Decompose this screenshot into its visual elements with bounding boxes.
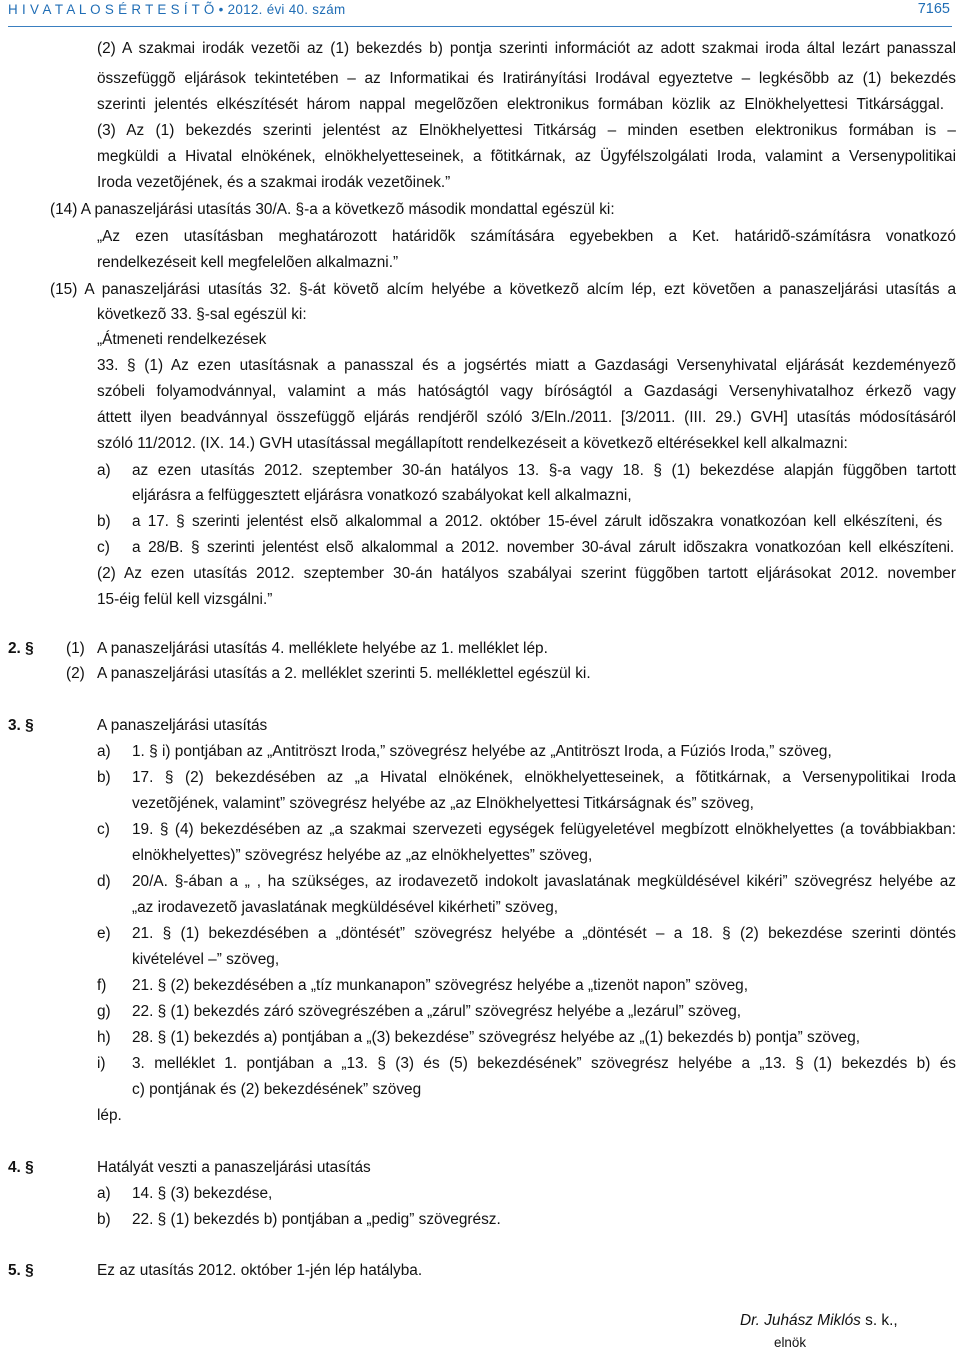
text-line: A panaszeljárási utasítás a 2. melléklet szerinti 5. melléklettel egészül ki. [97, 665, 591, 682]
text-line: 1. § i) pontjában az „Antitröszt Iroda,” szövegrész helyébe az „Antitröszt Iroda, a Fúziós Iroda,” szöveg, [132, 743, 832, 760]
list-marker: b) [97, 769, 111, 786]
list-marker: c) [97, 539, 110, 556]
text-line: „az irodavezetõ javaslatának megküldésével kikérheti” szöveg, [132, 899, 559, 916]
text-line: 15-éig felül kell vizsgálni.” [97, 591, 273, 608]
list-marker: f) [97, 977, 107, 994]
section-number: 3. § [8, 717, 34, 734]
text-line: következõ 33. §-sal egészül ki: [97, 306, 307, 323]
list-marker: b) [97, 513, 111, 530]
text-line: lép. [97, 1107, 122, 1124]
list-marker: h) [97, 1029, 111, 1046]
section-number: 2. § [8, 640, 34, 657]
section-number: 5. § [8, 1262, 34, 1279]
text-line: 20/A. §-ában a „ , ha szükséges, az irodavezetõ indokolt javaslatának megküldésével kikéri” szövegrész helyébe az [132, 873, 956, 890]
text-line: áttett ilyen beadvánnyal összefüggõ eljárás rendjérõl szóló 3/Eln./2011. [3/2011. (III. 29.) GVH] utasítás módosításáról [97, 409, 956, 426]
list-marker: a) [97, 1185, 111, 1202]
list-marker: b) [97, 1211, 111, 1228]
list-marker: i) [97, 1055, 106, 1072]
text-line: Ez az utasítás 2012. október 1-jén lép hatályba. [97, 1262, 423, 1279]
list-marker: g) [97, 1003, 111, 1020]
text-line: a 28/B. § szerinti jelentést elsõ alkalommal a 2012. november 30-ával zárult idõszakra vonatkozóan kell elkészíteni. [132, 539, 954, 556]
text-line: Hatályát veszti a panaszeljárási utasítás [97, 1159, 371, 1176]
text-line: kivételével –” szöveg, [132, 951, 280, 968]
text-line: az ezen utasítás 2012. szeptember 30-án hatályos 13. §-a vagy 18. § (1) bekezdése alapján függõben tartott [132, 462, 956, 479]
text-line: 19. § (4) bekezdésében az „a szakmai szervezeti egységek felügyeletével megbízott elnökhelyettes (a továbbiakban: [132, 821, 956, 838]
text-line: 22. § (1) bekezdés záró szövegrészében a „zárul” szövegrész helyébe a „lezárul” szöveg, [132, 1003, 742, 1020]
text-line: 14. § (3) bekezdése, [132, 1185, 273, 1202]
list-marker: c) [97, 821, 110, 838]
text-line: elnökhelyettes)” szövegrész helyébe az „az elnökhelyettes” szöveg, [132, 847, 593, 864]
text-line: 33. § (1) Az ezen utasításnak a panasszal és a jogsértés miatt a Gazdasági Versenyhivatal eljárását kezdeményezõ [97, 357, 956, 374]
paragraph-marker: (1) [66, 640, 85, 657]
text-line: 22. § (1) bekezdés b) pontjában a „pedig” szövegrész. [132, 1211, 501, 1228]
text-line: vezetõjének, valamint” szövegrész helyébe az „az Elnökhelyettesi Titkárságnak és” szöveg, [132, 795, 754, 812]
signatory-name: Dr. Juhász Miklós [740, 1312, 861, 1329]
text-line: szerinti jelentés elkészítését három nappal megelõzõen elektronikus formában közlik az Elnökhelyettesi Titkársággal. [97, 96, 944, 113]
publication-title: H I V A T A L O S É R T E S Í T Õ • 2012. évi 40. szám [8, 2, 346, 17]
text-line: A panaszeljárási utasítás 4. melléklete helyébe az 1. melléklet lép. [97, 640, 548, 657]
text-line: 17. § (2) bekezdésében az „a Hivatal elnökének, elnökhelyetteseinek, a fõtitkárnak, a Versenypolitikai Iroda [132, 769, 956, 786]
text-line: A panaszeljárási utasítás [97, 717, 268, 734]
signatory-title: elnök [774, 1335, 807, 1350]
text-line: 3. melléklet 1. pontjában a „13. § (3) és (5) bekezdésének” szövegrész helyébe a „13. § (1) bekezdés b) és [132, 1055, 956, 1072]
text-line: összefüggõ eljárások tekintetében – az Informatikai és Iratirányítási Irodával egyeztetve – legkésõbb az (1) bekezdés [97, 70, 956, 87]
list-marker: d) [97, 873, 111, 890]
text-line: Iroda vezetõjének, és a szakmai irodák vezetõinek.” [97, 174, 451, 191]
text-line: eljárásra a felfüggesztett eljárásra vonatkozó szabályokat kell alkalmazni, [132, 487, 632, 504]
text-line: 21. § (2) bekezdésében a „tíz munkanapon” szövegrész helyébe a „tizenöt napon” szöveg, [132, 977, 748, 994]
text-line: (3) Az (1) bekezdés szerinti jelentést az Elnökhelyettesi Titkárság – minden esetben elektronikus formában is – [97, 122, 956, 139]
text-line: c) pontjának és (2) bekezdésének” szöveg [132, 1081, 422, 1098]
text-line: (14) A panaszeljárási utasítás 30/A. §-a a következõ második mondattal egészül ki: [50, 201, 615, 218]
text-line: 21. § (1) bekezdésében a „döntését” szövegrész helyébe a „döntését – a 18. § (2) bekezdése szerinti döntés [132, 925, 956, 942]
subtitle-line: „Átmeneti rendelkezések [97, 331, 267, 348]
signature-block [740, 1312, 898, 1330]
text-line: (2) Az ezen utasítás 2012. szeptember 30-án hatályos szabályai szerint függõben tartott eljárásokat 2012. november [97, 565, 956, 582]
paragraph-marker: (2) [66, 665, 85, 682]
signature-suffix: s. k., [860, 1312, 898, 1329]
list-marker: a) [97, 743, 111, 760]
text-line: rendelkezéseit kell megfelelõen alkalmazni.” [97, 254, 399, 271]
text-line: (2) A szakmai irodák vezetõi az (1) bekezdés b) pontja szerinti információt az adott szakmai iroda által lezárt panasszal [97, 40, 956, 57]
text-line: a 17. § szerinti jelentést elsõ alkalommal a 2012. október 15-ével zárult idõszakra vonatkozóan kell elkészíteni, és [132, 513, 942, 530]
list-marker: e) [97, 925, 111, 942]
section-number: 4. § [8, 1159, 34, 1176]
list-marker: a) [97, 462, 111, 479]
text-line: szóbeli folyamodvánnyal, valamint a más hatóságtól vagy bíróságtól a Gazdasági Versenyhivatalhoz érkezõ vagy [97, 383, 956, 400]
text-line: szóló 11/2012. (IX. 14.) GVH utasítással megállapított rendelkezéseit a következõ eltérésekkel kell alkalmazni: [97, 435, 848, 452]
page-header [8, 0, 952, 27]
page-number: 7165 [917, 1, 950, 17]
text-line: megküldi a Hivatal elnökének, elnökhelyetteseinek, a fõtitkárnak, az Ügyfélszolgálati Iroda, valamint a Versenypolitikai [97, 148, 956, 165]
text-line: „Az ezen utasításban meghatározott határidõk számítására egyebekben a Ket. határidõ-számításra vonatkozó [97, 228, 956, 245]
text-line: (15) A panaszeljárási utasítás 32. §-át követõ alcím helyébe a következõ alcím lép, ezt követõen a panaszeljárási utasítás a [50, 281, 956, 298]
text-line: 28. § (1) bekezdés a) pontjában a „(3) bekezdése” szövegrész helyébe az „(1) bekezdés b) pontja” szöveg, [132, 1029, 861, 1046]
